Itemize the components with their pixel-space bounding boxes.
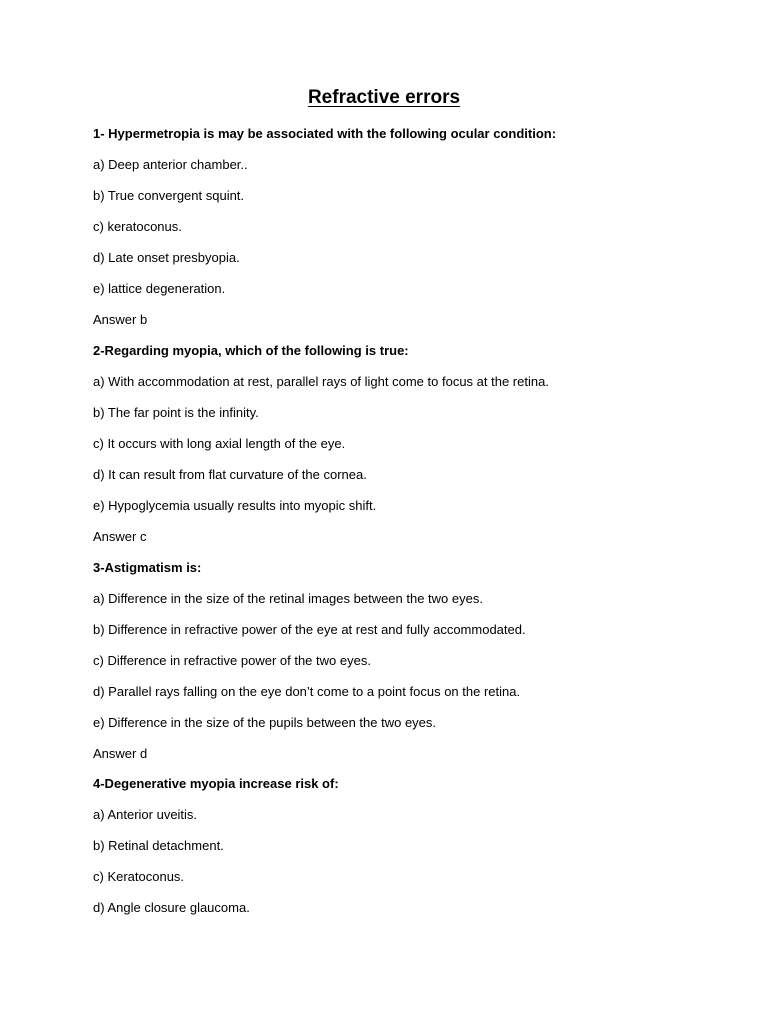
question-2-option-a: a) With accommodation at rest, parallel rays of light come to focus at the retina. [93,374,549,389]
question-1-answer: Answer b [93,312,148,327]
question-3-option-a: a) Difference in the size of the retinal images between the two eyes. [93,591,483,606]
question-3-text: 3-Astigmatism is: [93,560,202,575]
question-1-option-b: b) True convergent squint. [93,188,245,203]
question-1-option-e: e) lattice degeneration. [93,281,226,296]
question-2-option-c: c) It occurs with long axial length of the eye. [93,436,346,451]
question-1-option-c: c) keratoconus. [93,219,182,234]
question-1-text: 1- Hypermetropia is may be associated with the following ocular condition: [93,126,557,141]
question-4-option-d: d) Angle closure glaucoma. [93,900,250,915]
question-3-option-e: e) Difference in the size of the pupils between the two eyes. [93,715,437,730]
question-4-option-b: b) Retinal detachment. [93,838,224,853]
question-4-text: 4-Degenerative myopia increase risk of: [93,776,339,791]
question-2-option-e: e) Hypoglycemia usually results into myopic shift. [93,498,377,513]
question-2-option-b: b) The far point is the infinity. [93,405,259,420]
question-1-option-a: a) Deep anterior chamber.. [93,157,248,172]
question-2-text: 2-Regarding myopia, which of the following is true: [93,343,409,358]
question-2-option-d: d) It can result from flat curvature of the cornea. [93,467,367,482]
question-2-answer: Answer c [93,529,147,544]
question-3-option-c: c) Difference in refractive power of the two eyes. [93,653,371,668]
page-title: Refractive errors [307,87,461,108]
question-3-option-d: d) Parallel rays falling on the eye don’t come to a point focus on the retina. [93,684,521,699]
question-4-option-c: c) Keratoconus. [93,869,185,884]
question-3-answer: Answer d [93,746,148,761]
question-1-option-d: d) Late onset presbyopia. [93,250,240,265]
question-4-option-a: a) Anterior uveitis. [93,807,198,822]
question-3-option-b: b) Difference in refractive power of the eye at rest and fully accommodated. [93,622,526,637]
